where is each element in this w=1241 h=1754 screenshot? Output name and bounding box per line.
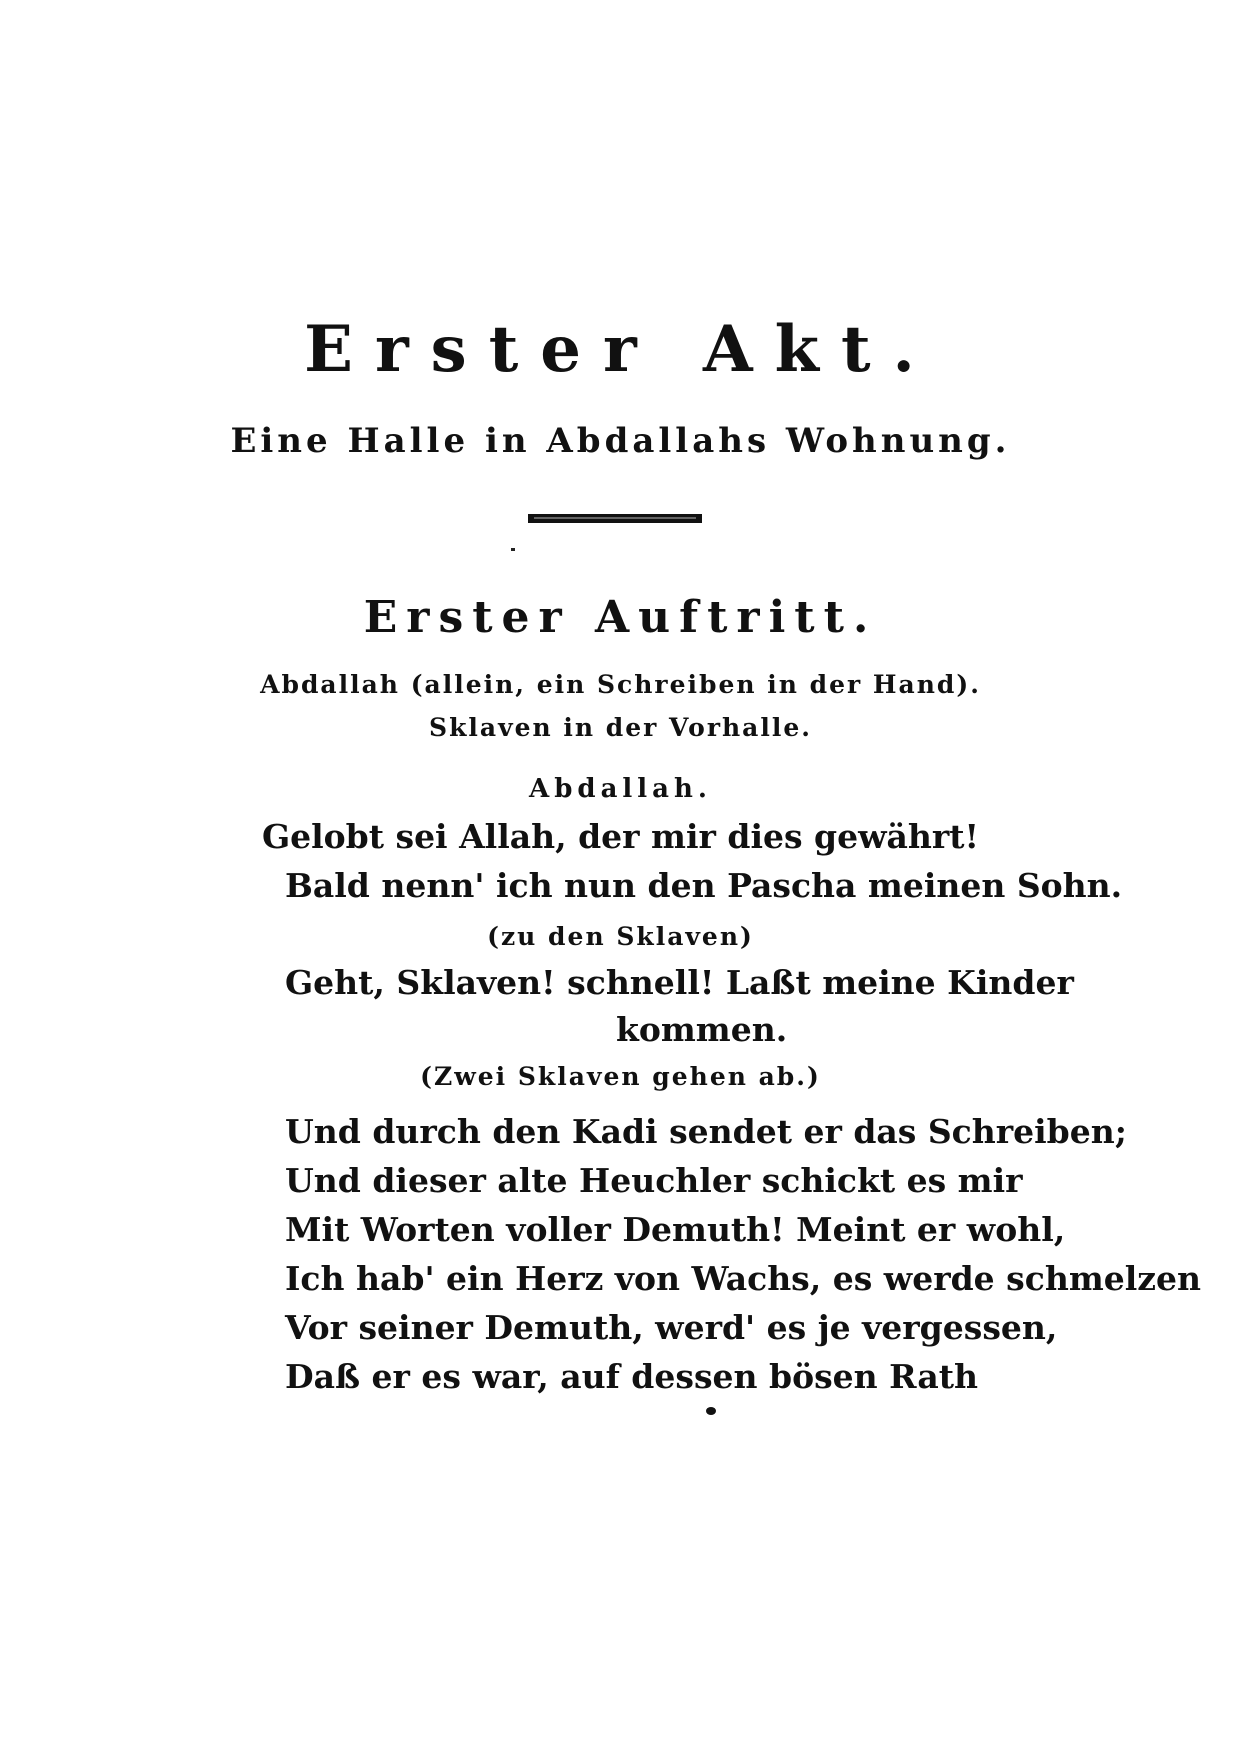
act-title: Erster Akt. bbox=[304, 312, 937, 387]
verse-line: Vor seiner Demuth, werd' es je vergessen, bbox=[285, 1308, 1058, 1347]
ink-speck bbox=[511, 548, 515, 551]
stage-direction-to-slaves: (zu den Sklaven) bbox=[487, 922, 754, 951]
verse-line: Geht, Sklaven! schnell! Laßt meine Kinder bbox=[285, 963, 1074, 1002]
stage-direction-exit: (Zwei Sklaven gehen ab.) bbox=[420, 1062, 821, 1091]
stage-direction-slaves: Sklaven in der Vorhalle. bbox=[429, 713, 812, 742]
verse-line: Und durch den Kadi sendet er das Schreiben; bbox=[285, 1112, 1127, 1151]
verse-line: Mit Worten voller Demuth! Meint er wohl, bbox=[285, 1210, 1066, 1249]
verse-line: Bald nenn' ich nun den Pascha meinen Sohn. bbox=[285, 866, 1123, 905]
verse-line: Daß er es war, auf dessen bösen Rath bbox=[285, 1357, 978, 1396]
verse-line: Und dieser alte Heuchler schickt es mir bbox=[285, 1161, 1023, 1200]
ornamental-rule bbox=[528, 514, 702, 523]
verse-line-continuation: kommen. bbox=[616, 1010, 788, 1049]
page-ornament bbox=[706, 1407, 716, 1415]
scene-setting: Eine Halle in Abdallahs Wohnung. bbox=[230, 421, 1011, 461]
stage-direction-opening: Abdallah (allein, ein Schreiben in der Hand). bbox=[260, 670, 981, 699]
scene-title: Erster Auftritt. bbox=[363, 592, 878, 643]
verse-line: Ich hab' ein Herz von Wachs, es werde schmelzen bbox=[285, 1259, 1201, 1298]
speaker-name: Abdallah. bbox=[529, 774, 712, 804]
verse-line: Gelobt sei Allah, der mir dies gewährt! bbox=[261, 817, 980, 856]
